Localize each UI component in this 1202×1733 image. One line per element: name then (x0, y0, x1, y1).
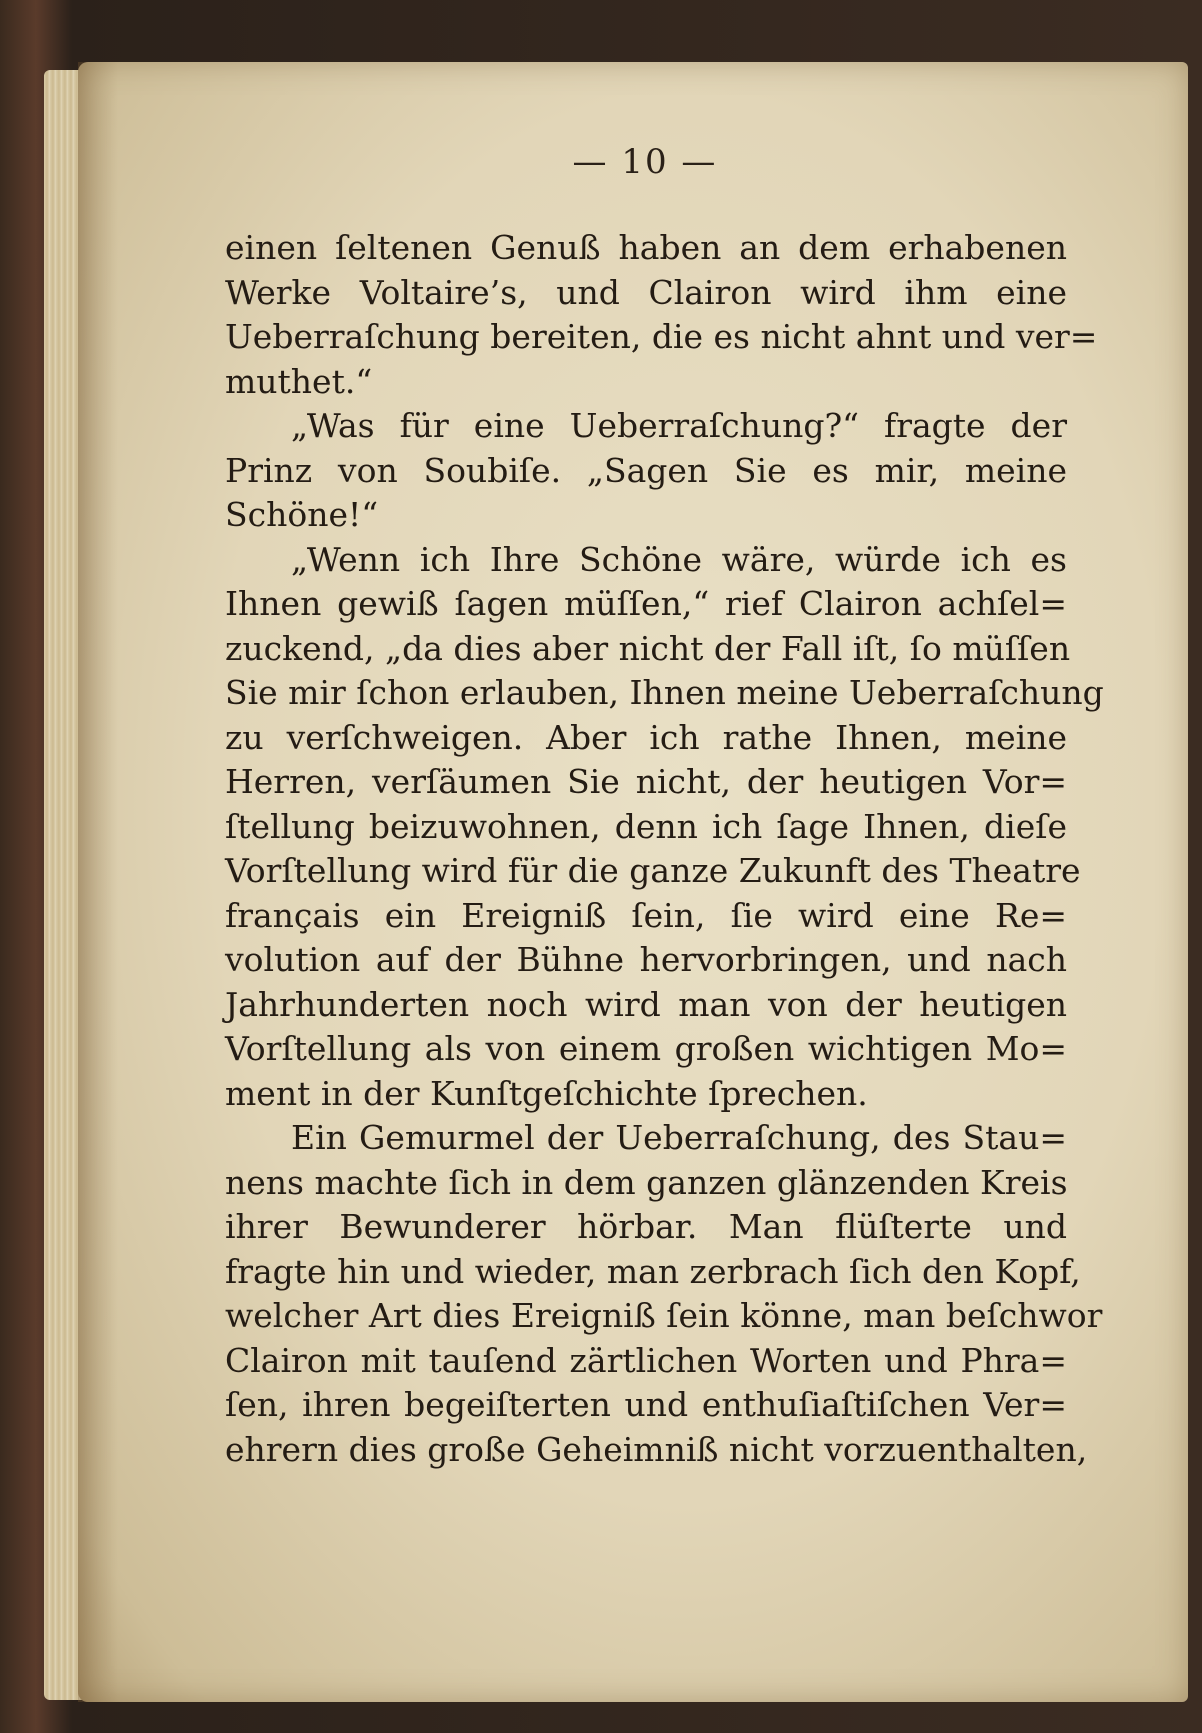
text-line: einen ſeltenen Genuß haben an dem erhabenen (225, 228, 1067, 267)
text-line: muthet.“ (225, 361, 373, 401)
text-line: Schöne!“ (225, 495, 379, 534)
text-line: Prinz von Soubiſe. „Sagen Sie es mir, meine (225, 450, 1067, 490)
text-line: fragte hin und wieder, man zerbrach ſich den Kopf, (225, 1251, 1081, 1291)
text-line: volution auf der Bühne hervorbringen, und nach (225, 940, 1067, 979)
page-number: — 10 — (572, 142, 718, 182)
text-line: Ein Gemurmel der Ueberraſchung, des Stau= (291, 1118, 1067, 1157)
text-line: Sie mir ſchon erlauben, Ihnen meine Ueberraſchung (225, 673, 1104, 712)
text-line: ihrer Bewunderer hörbar. Man flüſterte und (225, 1207, 1067, 1246)
text-line: Ihnen gewiß ſagen müſſen,“ rief Clairon achſel= (225, 584, 1067, 623)
text-line: zuckend, „da dies aber nicht der Fall iſt, ſo müſſen (225, 628, 1071, 668)
page-gutter (78, 62, 118, 1702)
text-line: zu verſchweigen. Aber ich rathe Ihnen, meine (225, 717, 1067, 757)
text-line: Clairon mit tauſend zärtlichen Worten und Phra= (225, 1340, 1067, 1380)
text-line: Vorſtellung als von einem großen wichtigen Mo= (225, 1029, 1067, 1068)
text-line: nens machte ſich in dem ganzen glänzenden Kreis (225, 1162, 1068, 1202)
text-line: français ein Ereigniß ſein, ſie wird eine Re= (225, 895, 1067, 935)
text-line: ſen, ihren begeiſterten und enthuſiaſtiſchen Ver= (225, 1385, 1067, 1424)
text-line: Vorſtellung wird für die ganze Zukunft des Theatre (225, 851, 1081, 890)
text-line: welcher Art dies Ereigniß ſein könne, man beſchwor (225, 1296, 1103, 1335)
text-line: ment in der Kunſtgeſchichte ſprechen. (225, 1073, 868, 1113)
text-line: ehrern dies große Geheimniß nicht vorzuenthalten, (225, 1429, 1088, 1469)
text-line: „Was für eine Ueberraſchung?“ fragte der (291, 406, 1067, 445)
page-text (225, 226, 1104, 1472)
text-line: Werke Voltaire’s, und Clairon wird ihm eine (225, 272, 1067, 312)
text-line: „Wenn ich Ihre Schöne wäre, würde ich es (291, 539, 1067, 579)
text-line: Jahrhunderten noch wird man von der heutigen (225, 984, 1067, 1024)
text-line: Ueberraſchung bereiten, die es nicht ahnt und ver= (225, 317, 1098, 356)
text-line: ſtellung beizuwohnen, denn ich ſage Ihnen, dieſe (225, 806, 1067, 846)
text-line: Herren, verſäumen Sie nicht, der heutigen Vor= (225, 762, 1067, 801)
